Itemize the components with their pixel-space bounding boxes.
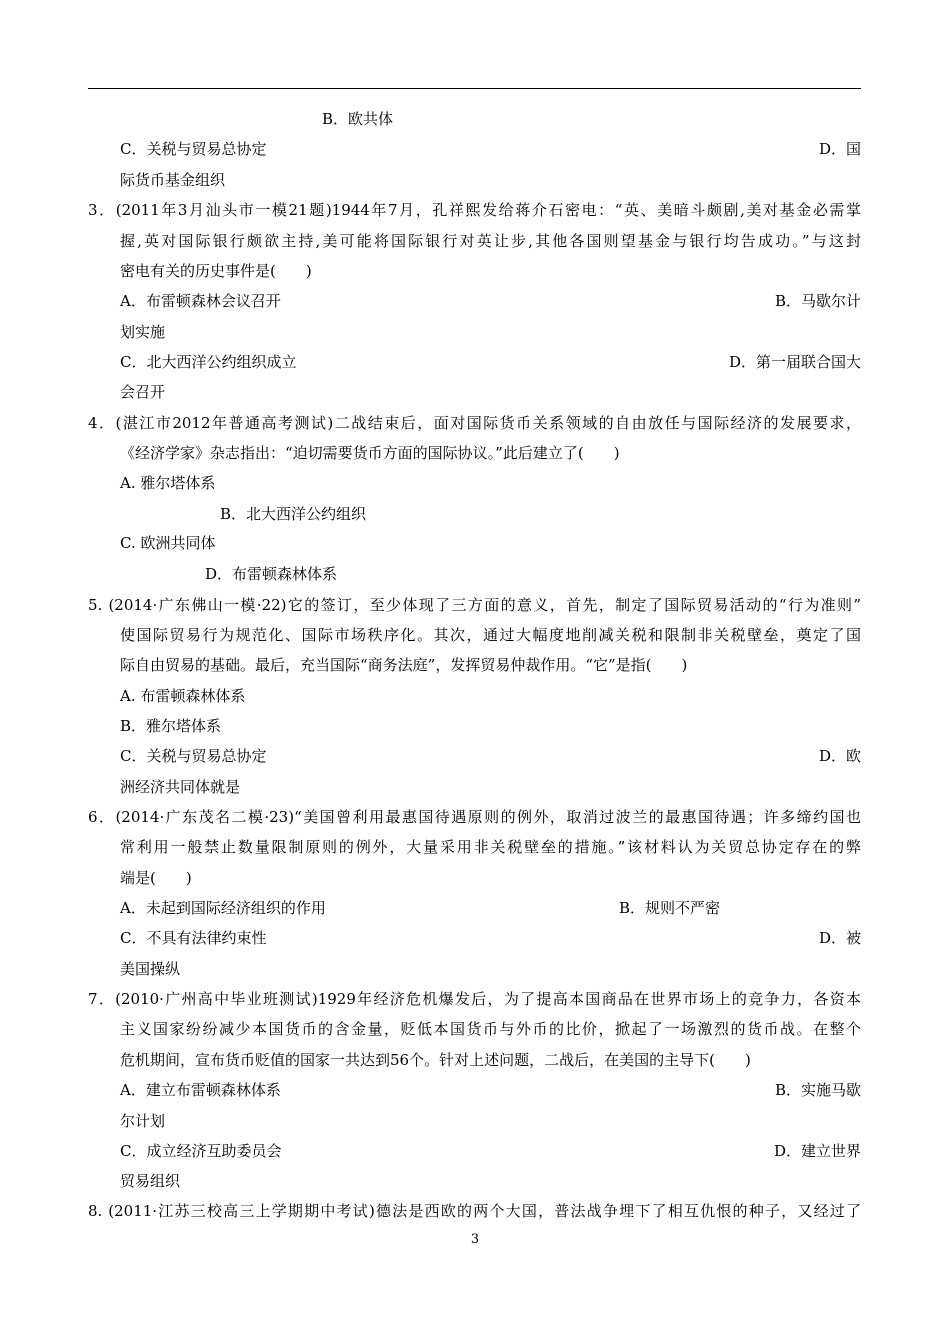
q6-stem-line1: 6．(2014·广东茂名二模·23)“美国曾利用最惠国待遇原则的例外，取消过波兰的最惠国待遇；许多缔约国也 bbox=[88, 808, 861, 826]
q6-option-b: B．规则不严密 bbox=[619, 899, 721, 917]
q7-stem-line1: 7．(2010·广州高中毕业班测试)1929年经济危机爆发后，为了提高本国商品在世界市场上的竞争力，各资本 bbox=[88, 990, 861, 1008]
q4-option-d: D．布雷顿森林体系 bbox=[205, 565, 338, 583]
q7-option-a: A．建立布雷顿森林体系 bbox=[120, 1081, 281, 1099]
q2-option-b: B．欧共体 bbox=[322, 110, 394, 128]
q4-option-b: B．北大西洋公约组织 bbox=[220, 505, 367, 523]
q3-stem-line1: 3．(2011年3月汕头市一模21题)1944年7月，孔祥熙发给蒋介石密电：“英、美暗斗颇剧,美对基金必需掌 bbox=[88, 201, 861, 219]
q7-option-d-cont: 贸易组织 bbox=[120, 1172, 181, 1190]
q2-option-d-cont: 际货币基金组织 bbox=[120, 171, 226, 189]
q5-option-a: A. 布雷顿森林体系 bbox=[120, 687, 246, 705]
q6-option-d-cont: 美国操纵 bbox=[120, 960, 181, 978]
q3-stem-line3: 密电有关的历史事件是( ) bbox=[120, 262, 312, 280]
q3-option-d-cont: 会召开 bbox=[120, 383, 166, 401]
q6-option-d: D．被 bbox=[818, 929, 861, 947]
q6-option-a: A．未起到国际经济组织的作用 bbox=[120, 899, 326, 917]
header-rule bbox=[88, 88, 861, 89]
q6-option-c: C．不具有法律约束性 bbox=[120, 929, 267, 947]
q4-option-c: C. 欧洲共同体 bbox=[120, 534, 216, 552]
q4-stem-line2: 《经济学家》杂志指出：“迫切需要货币方面的国际协议。”此后建立了( ) bbox=[120, 444, 620, 462]
q7-option-b-cont: 尔计划 bbox=[120, 1112, 166, 1130]
q2-option-d: D．国 bbox=[818, 140, 861, 158]
q3-option-b-cont: 划实施 bbox=[120, 323, 166, 341]
q2-option-c: C．关税与贸易总协定 bbox=[120, 140, 267, 158]
q6-stem-line2: 常利用一般禁止数量限制原则的例外，大量采用非关税壁垒的措施。”该材料认为关贸总协定存在的弊 bbox=[120, 838, 861, 856]
q5-stem-line1: 5. (2014·广东佛山一模·22)它的签订，至少体现了三方面的意义，首先，制定了国际贸易活动的“行为准则” bbox=[88, 596, 861, 614]
q5-option-c: C．关税与贸易总协定 bbox=[120, 747, 267, 765]
q7-stem-line2: 主义国家纷纷减少本国货币的含金量，贬低本国货币与外币的比价，掀起了一场激烈的货币战。在整个 bbox=[120, 1020, 861, 1038]
q3-option-d: D．第一届联合国大 bbox=[728, 353, 861, 371]
q4-stem-line1: 4．(湛江市2012年普通高考测试)二战结束后，面对国际货币关系领域的自由放任与国际经济的发展要求， bbox=[88, 414, 861, 432]
q3-stem-line2: 握,英对国际银行颇欲主持,美可能将国际银行对英让步,其他各国则望基金与银行均告成功。”与这封 bbox=[120, 232, 861, 250]
q7-option-d: D．建立世界 bbox=[773, 1142, 861, 1160]
q5-stem-line2: 使国际贸易行为规范化、国际市场秩序化。其次，通过大幅度地削减关税和限制非关税壁垒，奠定了国 bbox=[120, 626, 861, 644]
q5-stem-line3: 际自由贸易的基础。最后，充当国际“商务法庭”，发挥贸易仲裁作用。“它”是指( ) bbox=[120, 656, 688, 674]
q3-option-c: C．北大西洋公约组织成立 bbox=[120, 353, 297, 371]
q5-option-d: D．欧 bbox=[818, 747, 861, 765]
q5-option-b: B．雅尔塔体系 bbox=[120, 717, 222, 735]
q4-option-a: A. 雅尔塔体系 bbox=[120, 474, 216, 492]
q6-stem-line3: 端是( ) bbox=[120, 869, 192, 887]
q3-option-b: B．马歇尔计 bbox=[774, 292, 861, 310]
q3-option-a: A．布雷顿森林会议召开 bbox=[120, 292, 281, 310]
q7-option-c: C．成立经济互助委员会 bbox=[120, 1142, 282, 1160]
q7-stem-line3: 危机期间，宣布货币贬值的国家一共达到56个。针对上述问题，二战后，在美国的主导下( ) bbox=[120, 1051, 751, 1069]
q7-option-b: B．实施马歇 bbox=[774, 1081, 861, 1099]
page-number: 3 bbox=[470, 1232, 480, 1247]
q5-option-d-cont: 洲经济共同体就是 bbox=[120, 778, 241, 796]
q8-stem-line1: 8. (2011·江苏三校高三上学期期中考试)德法是西欧的两个大国，普法战争埋下了相互仇恨的种子，又经过了 bbox=[88, 1202, 861, 1220]
